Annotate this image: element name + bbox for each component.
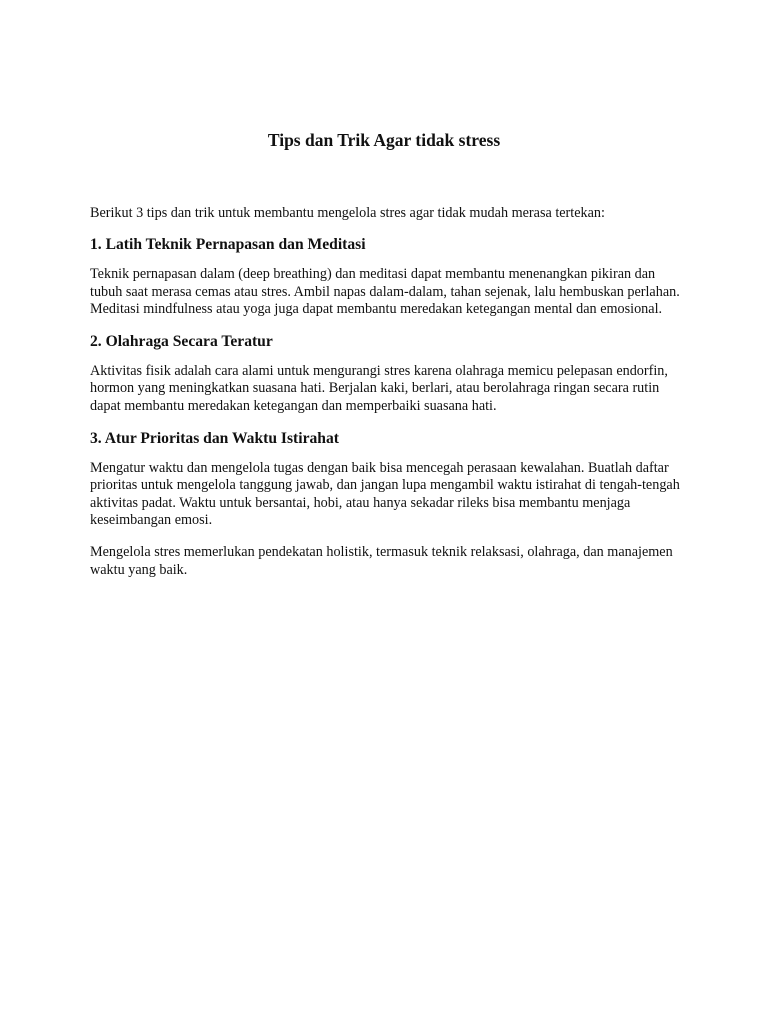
section-body-breathing: Teknik pernapasan dalam (deep breathing) dan meditasi dapat membantu menenangkan pikiran dan tubuh saat merasa cemas atau stres. Ambil napas dalam-dalam, tahan sejenak, lalu hembuskan perlahan. Meditasi mindfulness atau yoga juga dapat membantu meredakan ketegangan mental dan emosional. <box>90 266 680 317</box>
document-body <box>90 205 680 579</box>
section-heading-priorities: 3. Atur Prioritas dan Waktu Istirahat <box>90 430 339 448</box>
intro-paragraph: Berikut 3 tips dan trik untuk membantu mengelola stres agar tidak mudah merasa tertekan: <box>90 205 605 221</box>
section-body-exercise: Aktivitas fisik adalah cara alami untuk mengurangi stres karena olahraga memicu pelepasan endorfin, hormon yang meningkatkan suasana hati. Berjalan kaki, berlari, atau berolahraga ringan secara rutin dapat membantu meredakan ketegangan dan memperbaiki suasana hati. <box>90 363 668 414</box>
closing-paragraph: Mengelola stres memerlukan pendekatan holistik, termasuk teknik relaksasi, olahraga, dan manajemen waktu yang baik. <box>90 544 673 578</box>
section-heading-breathing: 1. Latih Teknik Pernapasan dan Meditasi <box>90 236 366 254</box>
document-title: Tips dan Trik Agar tidak stress <box>267 130 501 150</box>
section-heading-exercise: 2. Olahraga Secara Teratur <box>90 333 273 351</box>
section-body-priorities: Mengatur waktu dan mengelola tugas dengan baik bisa mencegah perasaan kewalahan. Buatlah daftar prioritas untuk mengelola tanggung jawab, dan jangan lupa mengambil waktu istirahat di tengah-tengah aktivitas padat. Waktu untuk bersantai, hobi, atau hanya sekadar rileks bisa membantu menjaga keseimbangan emosi. <box>90 460 680 528</box>
